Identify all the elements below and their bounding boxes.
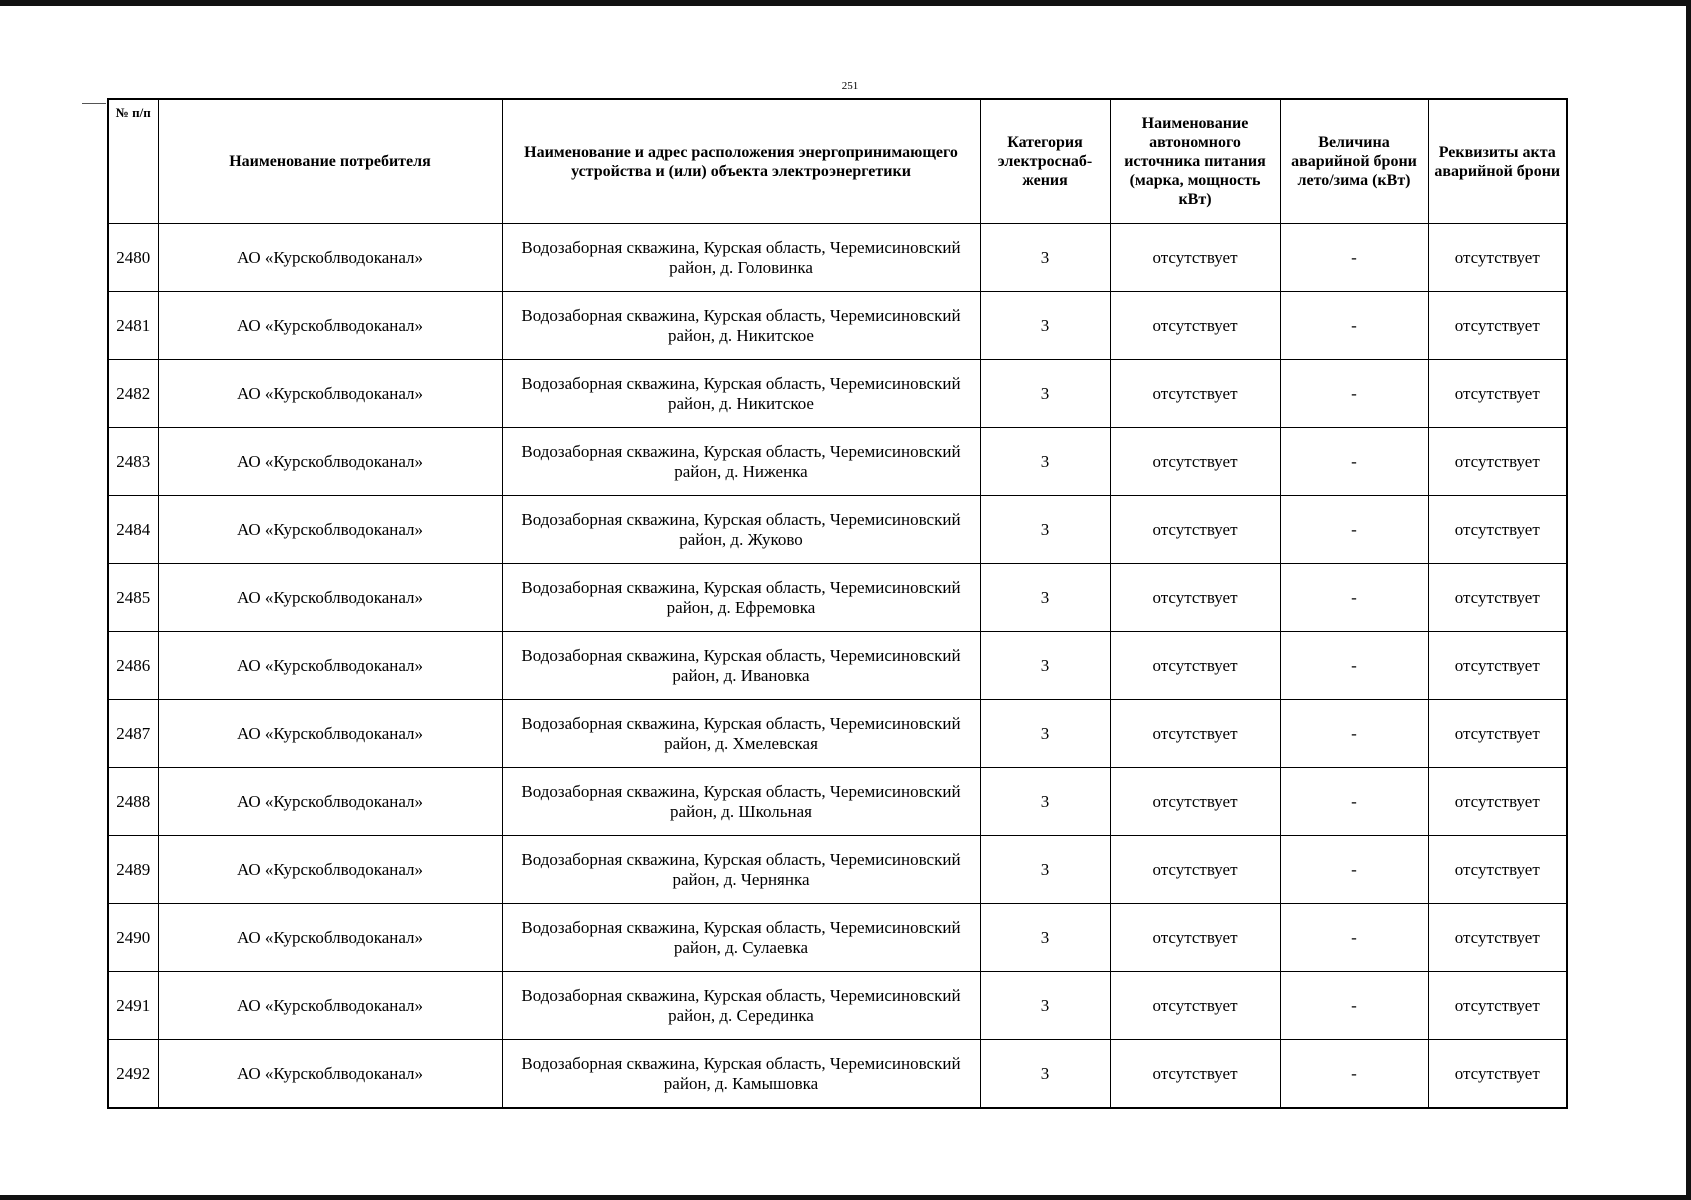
table-row [108, 836, 1567, 904]
cell-category: 3 [980, 768, 1110, 836]
object-address-line2: район, д. Серединка [668, 1005, 814, 1025]
cell-num: 2483 [108, 428, 158, 496]
table-row [108, 224, 1567, 292]
cell-num: 2488 [108, 768, 158, 836]
object-address-line1: Водозаборная скважина, Курская область, Черемисиновский [521, 645, 961, 665]
object-address-line2: район, д. Ефремовка [666, 597, 816, 617]
cell-autonomous-source: отсутствует [1110, 1040, 1280, 1109]
header-reserve-value: Величина аварийной брони лето/зима (кВт) [1280, 99, 1428, 224]
cell-object [502, 1040, 980, 1109]
table-row [108, 768, 1567, 836]
scan-border-right [1686, 0, 1691, 1200]
cell-num: 2489 [108, 836, 158, 904]
cell-category: 3 [980, 428, 1110, 496]
cell-object [502, 360, 980, 428]
object-address-line2: район, д. Камышовка [663, 1073, 819, 1093]
cell-num: 2487 [108, 700, 158, 768]
object-address-line2: район, д. Ниженка [674, 461, 808, 481]
object-address-line1: Водозаборная скважина, Курская область, Черемисиновский [521, 237, 961, 257]
table-row [108, 564, 1567, 632]
cell-autonomous-source: отсутствует [1110, 836, 1280, 904]
cell-consumer: АО «Курскоблводоканал» [158, 496, 502, 564]
cell-object [502, 496, 980, 564]
table-row [108, 972, 1567, 1040]
cell-act-details: отсутствует [1428, 224, 1567, 292]
header-autonomous-source: Наименование автономного источника питания (марка, мощность кВт) [1110, 99, 1280, 224]
cell-autonomous-source: отсутствует [1110, 564, 1280, 632]
cell-object [502, 428, 980, 496]
cell-act-details: отсутствует [1428, 836, 1567, 904]
cell-num: 2485 [108, 564, 158, 632]
object-address-line1: Водозаборная скважина, Курская область, Черемисиновский [521, 917, 961, 937]
header-act-details: Реквизиты акта аварийной брони [1428, 99, 1567, 224]
cell-consumer: АО «Курскоблводоканал» [158, 1040, 502, 1109]
cell-num: 2484 [108, 496, 158, 564]
page-number: 251 [841, 80, 859, 92]
cell-act-details: отсутствует [1428, 700, 1567, 768]
cell-autonomous-source: отсутствует [1110, 428, 1280, 496]
object-address-line2: район, д. Жуково [679, 529, 803, 549]
cell-consumer: АО «Курскоблводоканал» [158, 836, 502, 904]
cell-reserve-value: - [1280, 904, 1428, 972]
object-address-line1: Водозаборная скважина, Курская область, Черемисиновский [521, 1053, 961, 1073]
table-row [108, 496, 1567, 564]
object-address-line1: Водозаборная скважина, Курская область, Черемисиновский [521, 441, 961, 461]
table-row [108, 428, 1567, 496]
cell-autonomous-source: отсутствует [1110, 224, 1280, 292]
object-address-line2: район, д. Никитское [668, 325, 814, 345]
table-row [108, 360, 1567, 428]
cell-consumer: АО «Курскоблводоканал» [158, 972, 502, 1040]
cell-reserve-value: - [1280, 496, 1428, 564]
cell-category: 3 [980, 564, 1110, 632]
cell-reserve-value: - [1280, 1040, 1428, 1109]
object-address-line1: Водозаборная скважина, Курская область, Черемисиновский [521, 781, 961, 801]
cell-consumer: АО «Курскоблводоканал» [158, 224, 502, 292]
cell-num: 2492 [108, 1040, 158, 1109]
cell-object [502, 632, 980, 700]
object-address-line1: Водозаборная скважина, Курская область, Черемисиновский [521, 373, 961, 393]
cell-category: 3 [980, 904, 1110, 972]
cell-autonomous-source: отсутствует [1110, 496, 1280, 564]
cell-reserve-value: - [1280, 292, 1428, 360]
cell-reserve-value: - [1280, 972, 1428, 1040]
cell-category: 3 [980, 224, 1110, 292]
object-address-line1: Водозаборная скважина, Курская область, Черемисиновский [521, 305, 961, 325]
cell-consumer: АО «Курскоблводоканал» [158, 768, 502, 836]
object-address-line1: Водозаборная скважина, Курская область, Черемисиновский [521, 849, 961, 869]
cell-num: 2490 [108, 904, 158, 972]
table-row [108, 1040, 1567, 1109]
cell-act-details: отсутствует [1428, 428, 1567, 496]
object-address-line2: район, д. Чернянка [672, 869, 810, 889]
table-row [108, 292, 1567, 360]
cell-object [502, 292, 980, 360]
object-address-line1: Водозаборная скважина, Курская область, Черемисиновский [521, 577, 961, 597]
scan-artifact [82, 103, 106, 104]
cell-object [502, 836, 980, 904]
cell-autonomous-source: отсутствует [1110, 904, 1280, 972]
cell-reserve-value: - [1280, 360, 1428, 428]
cell-act-details: отсутствует [1428, 496, 1567, 564]
cell-act-details: отсутствует [1428, 904, 1567, 972]
object-address-line2: район, д. Сулаевка [673, 937, 809, 957]
cell-num: 2491 [108, 972, 158, 1040]
object-address-line2: район, д. Никитское [668, 393, 814, 413]
cell-reserve-value: - [1280, 836, 1428, 904]
table-body [108, 224, 1567, 1109]
cell-act-details: отсутствует [1428, 292, 1567, 360]
header-category: Категория электроснаб-жения [980, 99, 1110, 224]
cell-category: 3 [980, 632, 1110, 700]
cell-reserve-value: - [1280, 700, 1428, 768]
cell-act-details: отсутствует [1428, 1040, 1567, 1109]
cell-category: 3 [980, 836, 1110, 904]
cell-category: 3 [980, 972, 1110, 1040]
cell-category: 3 [980, 700, 1110, 768]
cell-num: 2486 [108, 632, 158, 700]
cell-act-details: отсутствует [1428, 632, 1567, 700]
object-address-line1: Водозаборная скважина, Курская область, Черемисиновский [521, 509, 961, 529]
table-row [108, 904, 1567, 972]
cell-autonomous-source: отсутствует [1110, 292, 1280, 360]
emergency-reserve-table [107, 98, 1568, 1109]
cell-reserve-value: - [1280, 224, 1428, 292]
object-address-line1: Водозаборная скважина, Курская область, Черемисиновский [521, 713, 961, 733]
cell-category: 3 [980, 292, 1110, 360]
cell-consumer: АО «Курскоблводоканал» [158, 904, 502, 972]
cell-consumer: АО «Курскоблводоканал» [158, 564, 502, 632]
cell-consumer: АО «Курскоблводоканал» [158, 360, 502, 428]
cell-consumer: АО «Курскоблводоканал» [158, 292, 502, 360]
cell-act-details: отсутствует [1428, 360, 1567, 428]
cell-num: 2480 [108, 224, 158, 292]
header-num: № п/п [108, 99, 158, 224]
object-address-line2: район, д. Головинка [669, 257, 813, 277]
cell-reserve-value: - [1280, 564, 1428, 632]
object-address-line2: район, д. Школьная [670, 801, 812, 821]
cell-autonomous-source: отсутствует [1110, 768, 1280, 836]
cell-reserve-value: - [1280, 632, 1428, 700]
object-address-line2: район, д. Ивановка [672, 665, 810, 685]
cell-category: 3 [980, 360, 1110, 428]
cell-autonomous-source: отсутствует [1110, 700, 1280, 768]
cell-consumer: АО «Курскоблводоканал» [158, 428, 502, 496]
cell-act-details: отсутствует [1428, 564, 1567, 632]
cell-consumer: АО «Курскоблводоканал» [158, 632, 502, 700]
cell-object [502, 768, 980, 836]
cell-category: 3 [980, 496, 1110, 564]
scan-border-bottom [0, 1195, 1691, 1200]
cell-reserve-value: - [1280, 428, 1428, 496]
cell-object [502, 972, 980, 1040]
cell-object [502, 564, 980, 632]
cell-num: 2482 [108, 360, 158, 428]
table-row [108, 632, 1567, 700]
cell-act-details: отсутствует [1428, 972, 1567, 1040]
object-address-line1: Водозаборная скважина, Курская область, Черемисиновский [521, 985, 961, 1005]
cell-num: 2481 [108, 292, 158, 360]
header-row [108, 99, 1567, 224]
cell-consumer: АО «Курскоблводоканал» [158, 700, 502, 768]
object-address-line2: район, д. Хмелевская [664, 733, 818, 753]
cell-autonomous-source: отсутствует [1110, 360, 1280, 428]
cell-act-details: отсутствует [1428, 768, 1567, 836]
cell-category: 3 [980, 1040, 1110, 1109]
table-row [108, 700, 1567, 768]
cell-object [502, 224, 980, 292]
header-consumer: Наименование потребителя [158, 99, 502, 224]
cell-autonomous-source: отсутствует [1110, 972, 1280, 1040]
cell-object [502, 904, 980, 972]
cell-object [502, 700, 980, 768]
cell-autonomous-source: отсутствует [1110, 632, 1280, 700]
scan-border-top [0, 0, 1691, 6]
cell-reserve-value: - [1280, 768, 1428, 836]
header-object: Наименование и адрес расположения энергопринимающего устройства и (или) объекта электроэнергетики [502, 99, 980, 224]
